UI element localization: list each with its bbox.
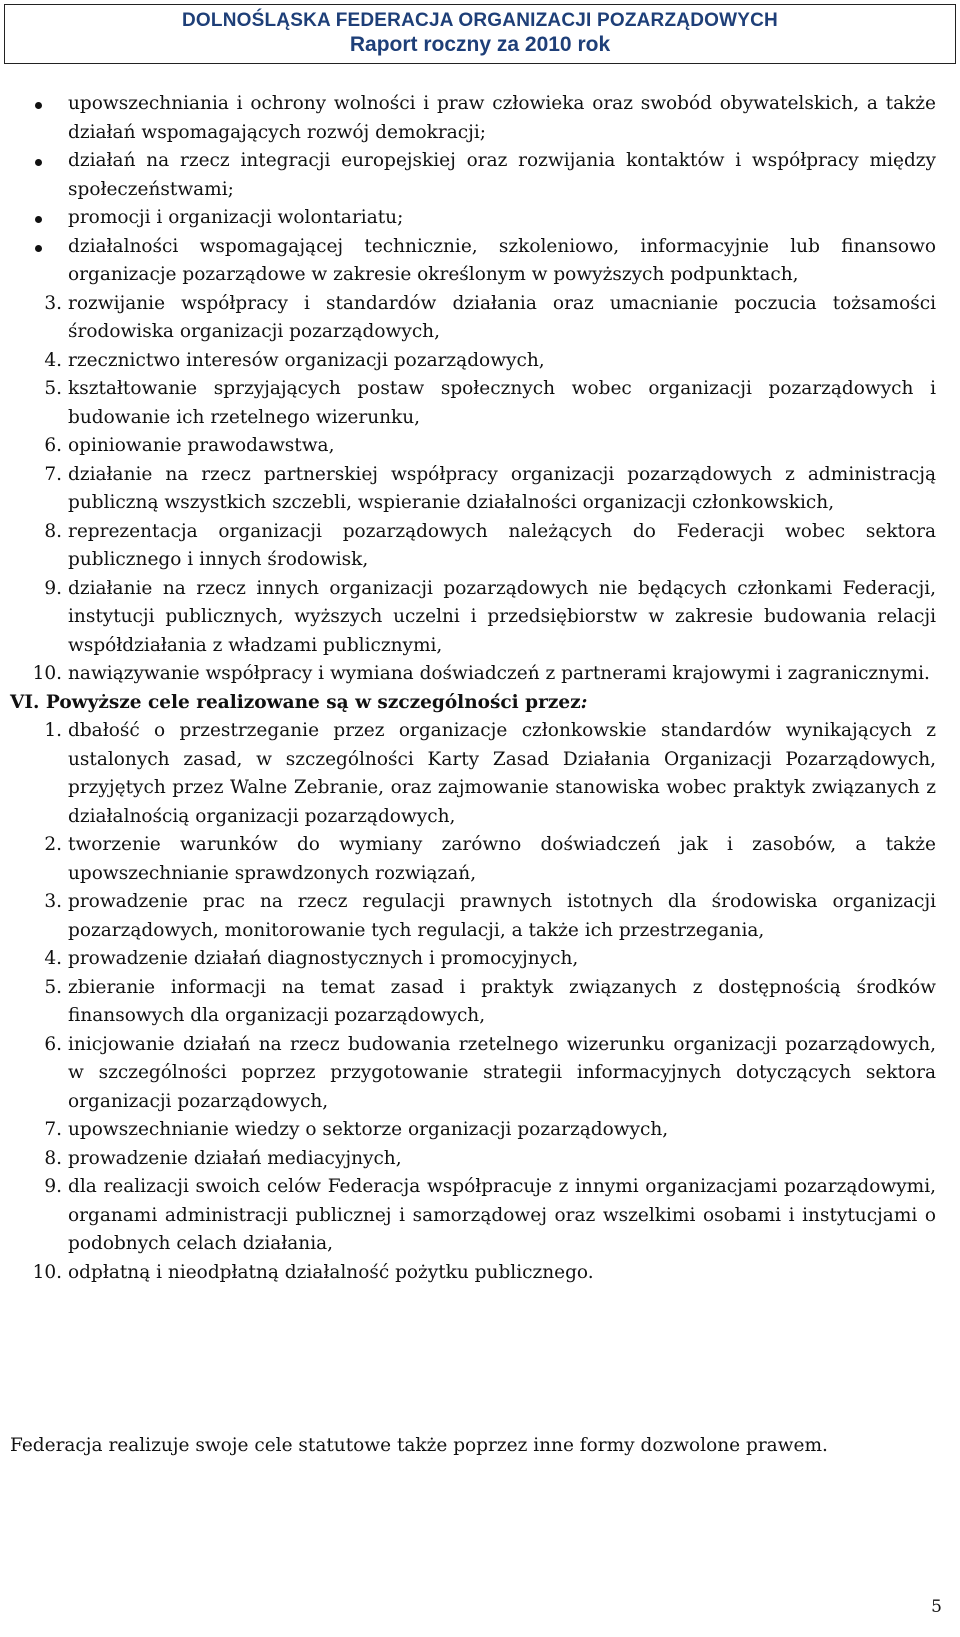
list-number: 8. xyxy=(44,1147,62,1169)
page-number: 5 xyxy=(931,1597,942,1617)
list-item xyxy=(0,461,960,518)
list-number: 6. xyxy=(44,435,62,456)
list-item-text: działalności wspomagającej technicznie, szkoleniowo, informacyjnie lub finansowo organizacje pozarządowe w zakresie określonym w powyższych podpunktach, xyxy=(68,235,936,285)
list-item-text: zbieranie informacji na temat zasad i praktyk związanych z dostępnością środków finansowych dla organizacji pozarządowych, xyxy=(68,976,936,1026)
list-item-text: upowszechnianie wiedzy o sektorze organizacji pozarządowych, xyxy=(68,1119,669,1140)
list-item xyxy=(0,204,960,233)
list-item xyxy=(0,717,960,831)
list-item-text: promocji i organizacji wolontariatu; xyxy=(68,207,404,228)
list-number: 9. xyxy=(44,577,62,599)
list-item-text: tworzenie warunków do wymiany zarówno doświadczeń jak i zasobów, a także upowszechnianie sprawdzonych rozwiązań, xyxy=(68,834,936,884)
bullet-icon xyxy=(28,204,48,233)
list-item-text: działań na rzecz integracji europejskiej oraz rozwijania kontaktów i współpracy między społeczeństwami; xyxy=(68,150,936,200)
list-number: 10. xyxy=(32,1261,62,1283)
list-item-text: prowadzenie prac na rzecz regulacji prawnych istotnych dla środowiska organizacji pozarządowych, monitorowanie tych regulacji, a także ich przestrzegania, xyxy=(68,891,936,941)
list-number: 5. xyxy=(44,378,62,399)
list-item xyxy=(0,432,960,461)
goals-list xyxy=(0,290,960,689)
list-item xyxy=(0,660,960,689)
list-item xyxy=(0,888,960,945)
list-item xyxy=(0,575,960,661)
list-number: 2. xyxy=(44,834,62,855)
list-number: 10. xyxy=(32,663,62,684)
list-item xyxy=(0,1173,960,1259)
list-item-text: inicjowanie działań na rzecz budowania rzetelnego wizerunku organizacji pozarządowych, w szczególności poprzez przygotowanie strategii informacyjnych dotyczących sektora organizacji pozarządowych, xyxy=(68,1033,936,1112)
list-number: 6. xyxy=(44,1033,62,1055)
section-heading xyxy=(0,689,960,718)
list-item xyxy=(0,831,960,888)
list-number: 9. xyxy=(44,1176,62,1197)
report-title: Raport roczny za 2010 rok xyxy=(349,33,611,56)
list-item xyxy=(0,347,960,376)
list-item-text: odpłatną i nieodpłatną działalność pożytku publicznego. xyxy=(68,1261,594,1283)
list-number: 7. xyxy=(44,1119,62,1140)
list-number: 3. xyxy=(44,891,62,912)
list-item xyxy=(0,233,960,290)
list-item xyxy=(0,945,960,974)
list-item-text: dbałość o przestrzeganie przez organizacje członkowskie standardów wynikających z ustalonych zasad, w szczególności Karty Zasad Działania Organizacji Pozarządowych, przyjętych przez Walne Zebranie, oraz zajmowanie stanowiska wobec praktyk związanych z działalnością organizacji pozarządowych, xyxy=(68,720,936,827)
page-header xyxy=(4,4,956,64)
list-item-text: prowadzenie działań mediacyjnych, xyxy=(68,1147,402,1169)
list-item xyxy=(0,518,960,575)
list-item xyxy=(0,147,960,204)
list-item-text: działanie na rzecz innych organizacji pozarządowych nie będących członkami Federacji, instytucji publicznych, wyższych uczelni i przedsiębiorstw w zakresie budowania relacji współdziałania z władzami publicznymi, xyxy=(68,577,936,656)
bullet-icon xyxy=(28,147,48,176)
list-item-text: reprezentacja organizacji pozarządowych należących do Federacji wobec sektora publicznego i innych środowisk, xyxy=(68,520,936,570)
list-item xyxy=(0,1259,960,1288)
section-title: Powyższe cele realizowane są w szczególności przez xyxy=(45,691,581,713)
organization-name: DOLNOŚLĄSKA FEDERACJA ORGANIZACJI POZARZĄDOWYCH xyxy=(182,10,778,31)
list-item xyxy=(0,1145,960,1174)
list-item xyxy=(0,1031,960,1117)
list-number: 3. xyxy=(44,292,62,314)
bullet-icon xyxy=(28,233,48,262)
list-item xyxy=(0,1116,960,1145)
list-item-text: rzecznictwo interesów organizacji pozarządowych, xyxy=(68,349,545,371)
section-number: VI. xyxy=(10,691,40,713)
bullet-icon xyxy=(28,90,48,119)
list-number: 5. xyxy=(44,976,62,998)
list-item-text: działanie na rzecz partnerskiej współpracy organizacji pozarządowych z administracją publiczną wszystkich szczebli, wspieranie działalności organizacji członkowskich, xyxy=(68,463,936,513)
document-body xyxy=(0,90,960,1287)
list-item xyxy=(0,90,960,147)
list-number: 7. xyxy=(44,463,62,485)
list-number: 4. xyxy=(44,948,62,969)
list-item-text: prowadzenie działań diagnostycznych i promocyjnych, xyxy=(68,948,579,969)
list-item-text: nawiązywanie współpracy i wymiana doświadczeń z partnerami krajowymi i zagranicznymi. xyxy=(68,663,930,684)
list-item-text: rozwijanie współpracy i standardów działania oraz umacnianie poczucia tożsamości środowiska organizacji pozarządowych, xyxy=(68,292,936,342)
list-item xyxy=(0,290,960,347)
closing-paragraph: Federacja realizuje swoje cele statutowe także poprzez inne formy dozwolone prawem. xyxy=(10,1435,828,1456)
methods-list xyxy=(0,717,960,1287)
list-item xyxy=(0,375,960,432)
list-number: 4. xyxy=(44,349,62,371)
list-number: 8. xyxy=(44,520,62,542)
list-item-text: upowszechniania i ochrony wolności i praw człowieka oraz swobód obywatelskich, a także działań wspomagających rozwój demokracji; xyxy=(68,93,936,143)
bullet-list xyxy=(0,90,960,290)
list-item-text: kształtowanie sprzyjających postaw społecznych wobec organizacji pozarządowych i budowanie ich rzetelnego wizerunku, xyxy=(68,378,936,428)
list-item-text: dla realizacji swoich celów Federacja współpracuje z innymi organizacjami pozarządowymi, organami administracji publicznej i samorządowej oraz wszelkimi osobami i instytucjami o podobnych celach działania, xyxy=(68,1176,936,1254)
section-colon: : xyxy=(580,691,588,713)
list-item-text: opiniowanie prawodawstwa, xyxy=(68,435,335,456)
list-number: 1. xyxy=(44,720,62,741)
list-item xyxy=(0,974,960,1031)
